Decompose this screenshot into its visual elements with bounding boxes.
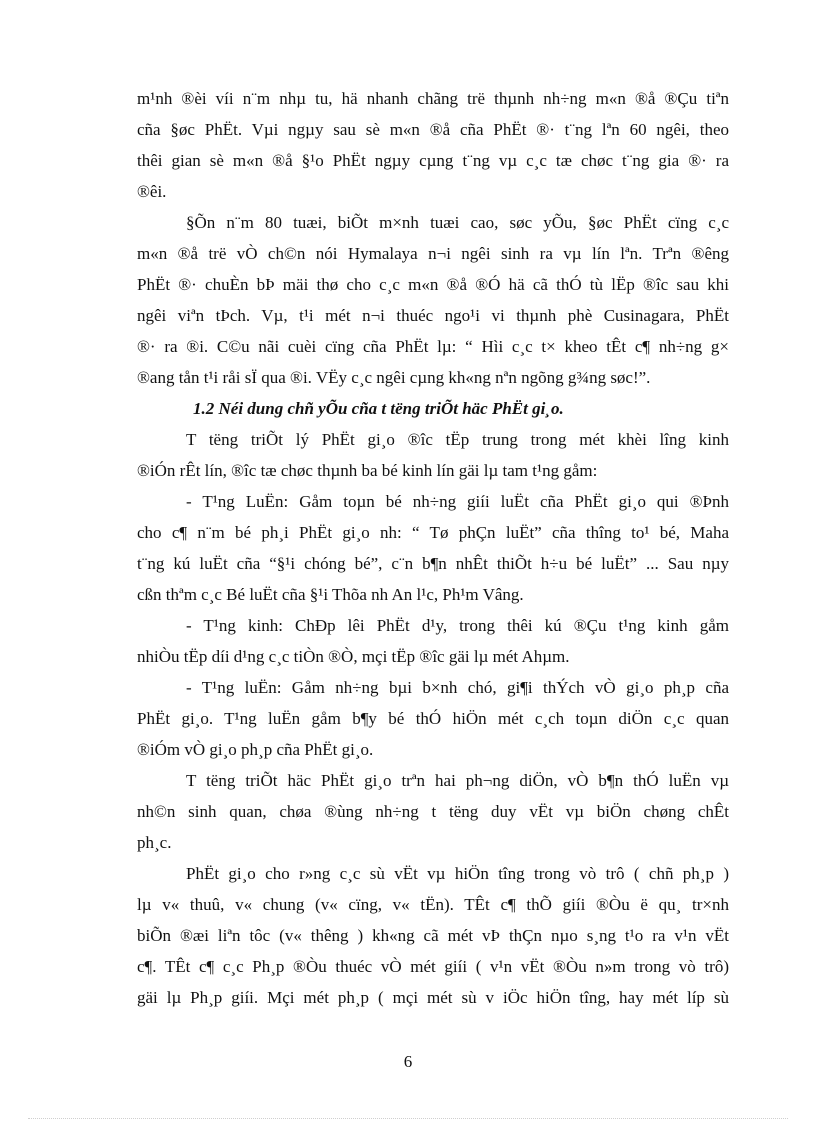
text-line: - T¹ng LuËn: Gåm toµn bé nh÷ng giíi luËt cña PhËt gi¸o qui ®Þnh bbox=[186, 492, 729, 511]
section-heading: 1.2 Néi dung chñ yÕu cña t tëng triÕt häc PhËt gi¸o. bbox=[193, 399, 564, 418]
text-line: - T¹ng kinh: ChÐp lêi PhËt d¹y, trong thêi kú ®Çu t¹ng kinh gåm bbox=[186, 616, 729, 635]
document-body bbox=[137, 83, 729, 1013]
text-line: ®· ra ®i. C©u nãi cuèi cïng cña PhËt lµ: “ Hìi c¸c t× kheo tÊt c¶ nh÷ng g× bbox=[137, 337, 729, 356]
text-line: PhËt gi¸o cho r»ng c¸c sù vËt vµ hiÖn tîng trong vò trô ( chñ ph¸p ) bbox=[186, 864, 729, 883]
page-number: 6 bbox=[403, 1052, 413, 1071]
text-line: ®iÓn rÊt lín, ®îc tæ chøc thµnh ba bé kinh lín gäi lµ tam t¹ng gåm: bbox=[137, 461, 598, 480]
text-line: - T¹ng luËn: Gåm nh÷ng bµi b×nh chó, gi¶i thÝch vÒ gi¸o ph¸p cña bbox=[186, 678, 729, 697]
text-line: cßn thªm c¸c Bé luËt cña §¹i Thõa nh An l¹c, Ph¹m Vâng. bbox=[137, 585, 524, 604]
text-line: T tëng triÕt häc PhËt gi¸o trªn hai ph¬ng diÖn, vÒ b¶n thÓ luËn vµ bbox=[186, 771, 729, 790]
text-line: m«n ®å trë vÒ ch©n nói Hymalaya n¬i ngêi sinh ra vµ lín lªn. Trªn ®êng bbox=[137, 244, 729, 263]
text-line: §Õn n¨m 80 tuæi, biÕt m×nh tuæi cao, søc yÕu, §øc PhËt cïng c¸c bbox=[186, 213, 729, 232]
text-line: ngêi viªn tÞch. Vµ, t¹i mét n¬i thuéc ngo¹i vi thµnh phè Cusinagara, PhËt bbox=[137, 306, 729, 325]
text-line: nhiÒu tËp díi d¹ng c¸c tiÒn ®Ò, mçi tËp ®îc gäi lµ mét Ahµm. bbox=[137, 647, 570, 666]
text-line: ®ang tån t¹i råi sÏ qua ®i. VËy c¸c ngêi cµng kh«ng nªn ngõng g¾ng søc!”. bbox=[137, 368, 651, 387]
text-line: ®iÓm vÒ gi¸o ph¸p cña PhËt gi¸o. bbox=[137, 740, 374, 759]
text-line: m¹nh ®èi víi n¨m nhµ tu, hä nhanh chãng trë thµnh nh÷ng m«n ®å ®Çu tiªn bbox=[137, 89, 729, 108]
text-line: gäi lµ Ph¸p giíi. Mçi mét ph¸p ( mçi mét sù v iÖc hiÖn tîng, hay mét líp sù bbox=[137, 988, 729, 1007]
text-line: t¨ng kú luËt cña “§¹i chóng bé”, c¨n b¶n nhÊt thiÕt h÷u bé luËt” ... Sau nµy bbox=[137, 554, 729, 573]
text-line: PhËt gi¸o. T¹ng luËn gåm b¶y bé thÓ hiÖn mét c¸ch toµn diÖn c¸c quan bbox=[137, 709, 729, 728]
text-line: PhËt ®· chuÈn bÞ mäi thø cho c¸c m«n ®å ®Ó hä cã thÓ tù lËp ®îc sau khi bbox=[137, 275, 729, 294]
text-line: lµ v« thuû, v« chung (v« cïng, v« tËn). TÊt c¶ thÕ giíi ®Òu ë qu¸ tr×nh bbox=[137, 895, 729, 914]
text-line: cña §øc PhËt. Vµi ngµy sau sè m«n ®å cña PhËt ®· t¨ng lªn 60 ngêi, theo bbox=[137, 120, 729, 139]
text-line: cho c¶ n¨m bé ph¸i PhËt gi¸o nh: “ Tø phÇn luËt” cña thîng to¹ bé, Maha bbox=[137, 523, 729, 542]
text-line: c¶. TÊt c¶ c¸c Ph¸p ®Òu thuéc vÒ mét giíi ( v¹n vËt ®Òu n»m trong vò trô) bbox=[137, 957, 729, 976]
text-line: biÕn ®æi liªn tôc (v« thêng ) kh«ng cã mét vÞ thÇn nµo s¸ng t¹o ra v¹n vËt bbox=[137, 926, 729, 945]
text-line: T tëng triÕt lý PhËt gi¸o ®îc tËp trung trong mét khèi lîng kinh bbox=[186, 430, 729, 449]
text-line: thêi gian sè m«n ®å §¹o PhËt ngµy cµng t¨ng vµ c¸c tæ chøc t¨ng gia ®· ra bbox=[137, 151, 729, 170]
text-line: ®êi. bbox=[137, 182, 167, 201]
text-line: ph¸c. bbox=[137, 833, 172, 852]
footer-divider bbox=[28, 1118, 788, 1119]
text-line: nh©n sinh quan, chøa ®ùng nh÷ng t tëng duy vËt vµ biÖn chøng chÊt bbox=[137, 802, 729, 821]
